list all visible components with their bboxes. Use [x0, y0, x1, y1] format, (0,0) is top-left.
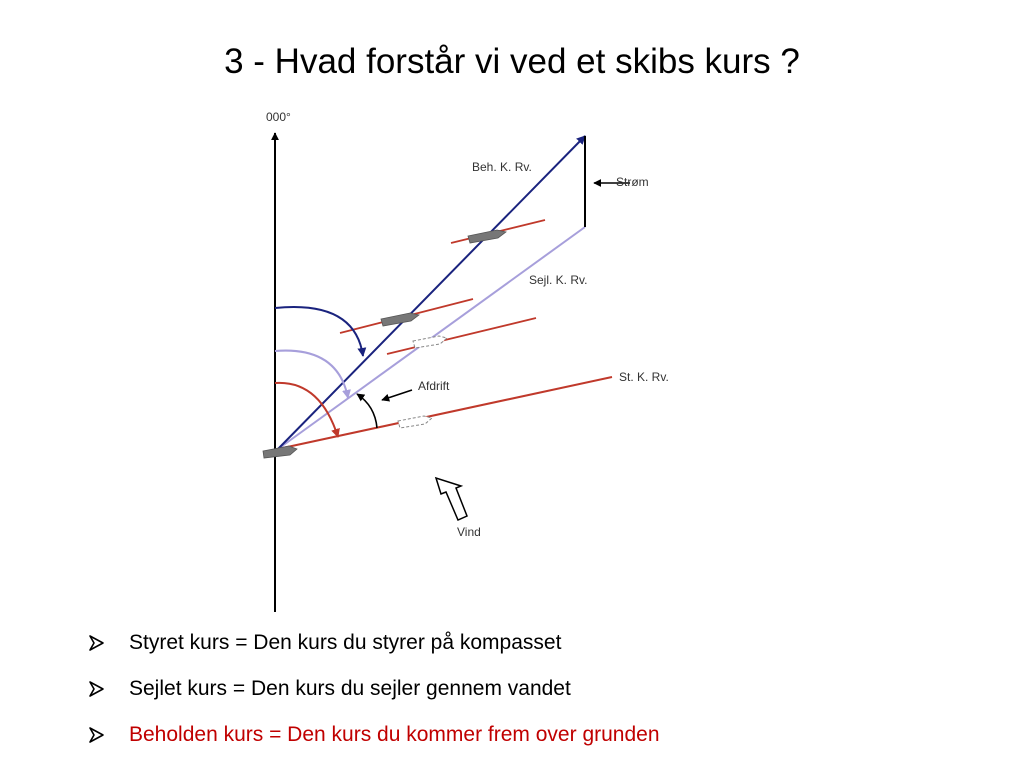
bullet-text: Beholden kurs = Den kurs du kommer frem over grunden: [129, 723, 660, 746]
sejlet-course-label: Sejl. K. Rv.: [529, 273, 588, 287]
beholden-angle-arc: [275, 307, 363, 356]
ship-icon-upper: [468, 230, 506, 243]
current-label: Strøm: [616, 175, 649, 189]
wind-label: Vind: [457, 525, 481, 539]
bullet-text: Styret kurs = Den kurs du styrer på kompasset: [129, 631, 562, 654]
beholden-course-line: [278, 136, 588, 449]
styret-course-label: St. K. Rv.: [619, 370, 669, 384]
bullet-text: Sejlet kurs = Den kurs du sejler gennem vandet: [129, 677, 571, 700]
slide-title: 3 - Hvad forstår vi ved et skibs kurs ?: [224, 42, 800, 81]
arrowhead-bullet-icon: [88, 674, 110, 713]
arrowhead-bullet-icon: [88, 720, 110, 759]
drift-angle-arc: [357, 394, 377, 428]
drift-label: Afdrift: [418, 379, 450, 393]
wind-arrow-icon: [436, 478, 467, 520]
arrowhead-bullet-icon: [88, 628, 110, 667]
beholden-course-label: Beh. K. Rv.: [472, 160, 532, 174]
sejlet-angle-arc: [275, 351, 348, 398]
ship-outline-styret: [398, 416, 432, 428]
ship-outline-sejlet: [413, 336, 447, 348]
drift-pointer: [382, 390, 412, 400]
ship-icon-start: [263, 446, 297, 458]
north-label: 000°: [266, 110, 291, 124]
heading-mark-3: [387, 318, 536, 354]
